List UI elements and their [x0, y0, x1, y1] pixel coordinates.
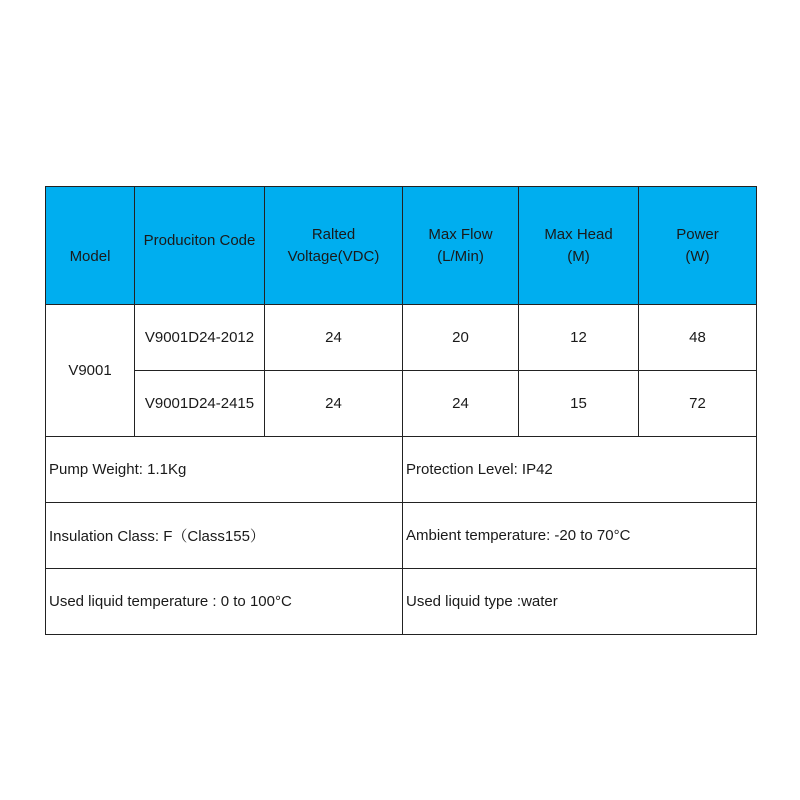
header-max-head-line1: Max Head: [544, 225, 613, 243]
pump-spec-table: [45, 186, 757, 635]
header-row: [46, 187, 757, 305]
table-row: [46, 305, 757, 371]
header-max-head-line2: (M): [567, 247, 590, 265]
max-head-cell: 12: [519, 305, 639, 371]
info-row: [46, 503, 757, 569]
liquid-temperature-cell: Used liquid temperature : 0 to 100°C: [46, 569, 403, 635]
header-power-line2: (W): [685, 247, 710, 265]
voltage-cell: 24: [265, 305, 403, 371]
max-flow-cell: 20: [403, 305, 519, 371]
table-row: [46, 371, 757, 437]
info-row: [46, 569, 757, 635]
pump-weight-cell: Pump Weight: 1.1Kg: [46, 437, 403, 503]
header-max-flow-line2: (L/Min): [437, 247, 484, 265]
ambient-temperature-cell: Ambient temperature: -20 to 70°C: [403, 503, 757, 569]
info-row: [46, 437, 757, 503]
header-power-line1: Power: [676, 225, 719, 243]
max-flow-cell: 24: [403, 371, 519, 437]
max-head-cell: 15: [519, 371, 639, 437]
header-model: Model: [46, 187, 135, 305]
header-max-flow-line1: Max Flow: [428, 225, 493, 243]
header-rated-voltage-line2: Voltage(VDC): [287, 247, 380, 265]
power-cell: 72: [639, 371, 757, 437]
header-max-flow: [403, 187, 519, 305]
voltage-cell: 24: [265, 371, 403, 437]
header-rated-voltage-line1: Ralted: [311, 225, 356, 243]
header-power: [639, 187, 757, 305]
production-code-cell: V9001D24-2415: [135, 371, 265, 437]
production-code-cell: V9001D24-2012: [135, 305, 265, 371]
insulation-class-cell: Insulation Class: F（Class155）: [46, 503, 403, 569]
header-rated-voltage: [265, 187, 403, 305]
header-production-code: Produciton Code: [135, 187, 265, 305]
power-cell: 48: [639, 305, 757, 371]
model-cell: V9001: [46, 305, 135, 437]
header-max-head: [519, 187, 639, 305]
protection-level-cell: Protection Level: IP42: [403, 437, 757, 503]
liquid-type-cell: Used liquid type :water: [403, 569, 757, 635]
